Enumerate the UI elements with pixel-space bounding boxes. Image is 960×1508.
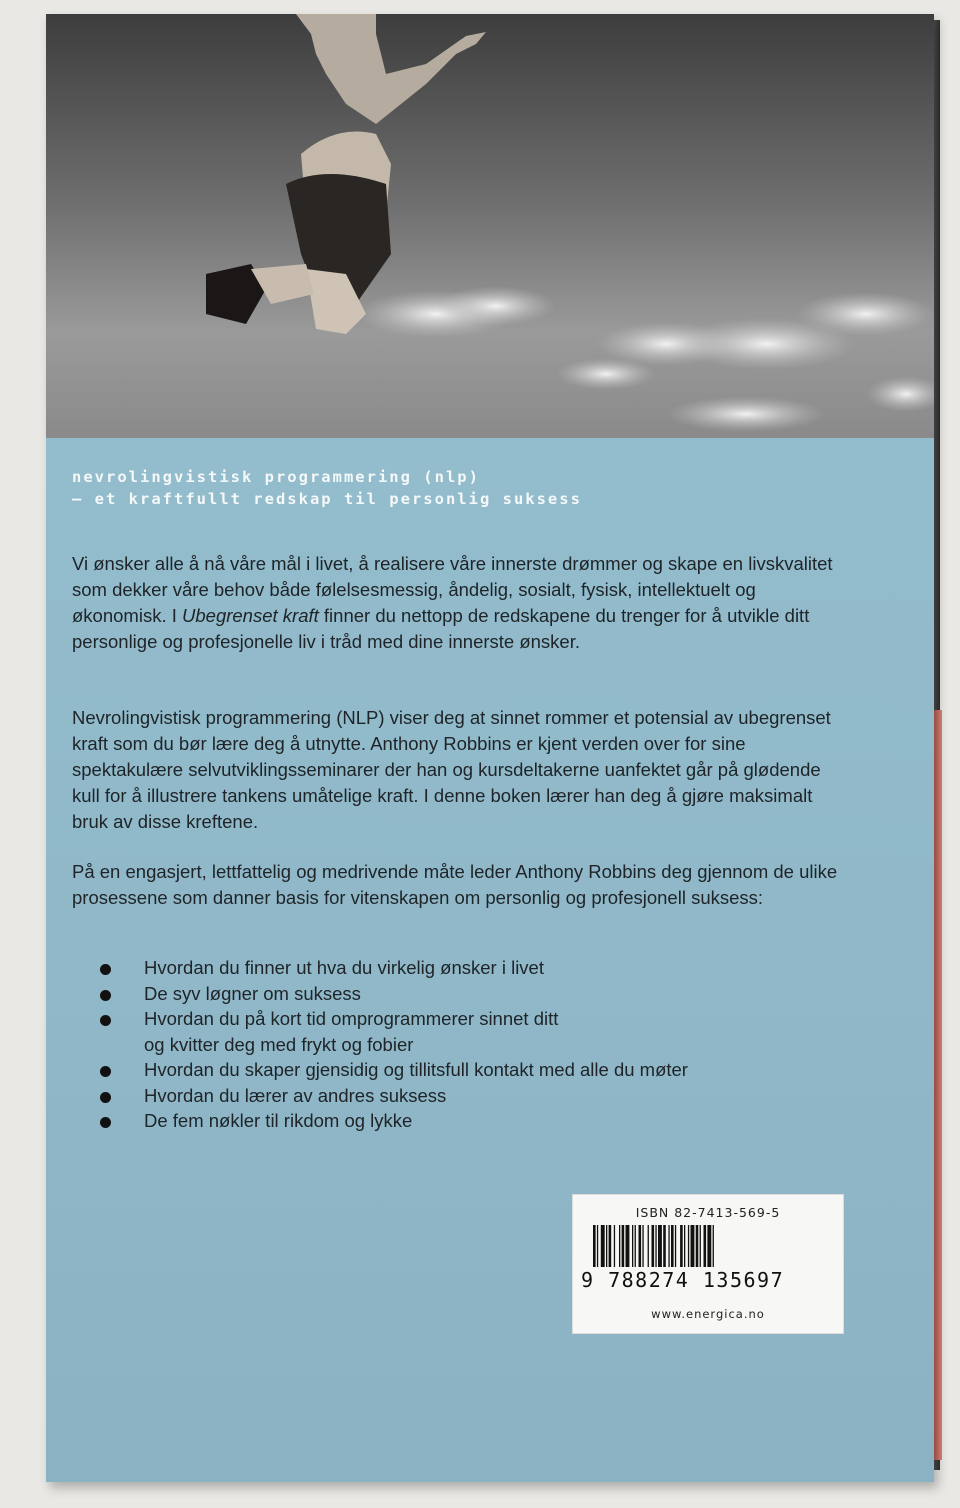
back-cover-heading (72, 466, 582, 510)
bullet-icon (100, 990, 111, 1001)
paragraph-intro-part-2: finner du nettopp de redskapene du trenger for å utvikle ditt personlige og profesjonelle liv i tråd med dine innerste ønsker. (72, 605, 810, 652)
barcode-bars (593, 1225, 825, 1267)
book-title-italic: Ubegrenset kraft (182, 605, 319, 626)
ean-number: 9 788274 135697 (581, 1268, 785, 1292)
clouds (356, 286, 934, 432)
heading-line-1: nevrolingvistisk programmering (nlp) (72, 468, 480, 486)
list-item (94, 1006, 688, 1032)
list-item-text: og kvitter deg med frykt og fobier (144, 1033, 414, 1055)
isbn-number: ISBN 82-7413-569-5 (635, 1205, 781, 1220)
benefits-list (94, 955, 688, 1134)
list-item-text: Hvordan du lærer av andres suksess (144, 1084, 447, 1106)
paragraph-robbins: På en engasjert, lettfattelig og medrivende måte leder Anthony Robbins deg gjennom de ulike prosessene som danner basis for vitenskapen om personlig og profesjonell suksess: (72, 861, 838, 908)
jumping-figure (206, 14, 486, 334)
bullet-icon (100, 1015, 111, 1026)
list-item (94, 1057, 688, 1083)
bullet-icon (100, 1092, 111, 1103)
list-item-text: De syv løgner om suksess (144, 982, 361, 1004)
paragraph-nlp: Nevrolingvistisk programmering (NLP) viser deg at sinnet rommer et potensial av ubegrenset kraft som du bør lære deg å utnytte. Anthony Robbins er kjent verden over for sine spektakulære selvutviklingsseminarer der han og kursdeltakerne uanfektet går på glødende kull for å illustrere tankens umåtelige kraft. I denne boken lærer han deg å gjøre maksimalt bruk av disse kreftene. (72, 707, 831, 832)
bullet-icon (100, 964, 111, 975)
cover-photo-jumping-man (46, 14, 934, 438)
publisher-url: www.energica.no (651, 1307, 765, 1321)
bullet-icon (100, 1117, 111, 1128)
list-item-text: Hvordan du skaper gjensidig og tillitsfull kontakt med alle du møter (144, 1059, 688, 1080)
list-item-continuation (94, 1032, 688, 1058)
list-item-text: Hvordan du finner ut hva du virkelig ønsker i livet (144, 957, 544, 978)
list-item (94, 981, 688, 1007)
photo-illustration (46, 14, 934, 438)
paragraph-intro-part-1: Vi ønsker alle å nå våre mål i livet, å realisere våre innerste drømmer og skape en livskvalitet som dekker våre behov både følelsesmessig, åndelig, sosialt, fysisk, intellektuelt og økonomisk. I (72, 553, 833, 626)
list-item-text: De fem nøkler til rikdom og lykke (144, 1110, 413, 1131)
list-item (94, 1083, 688, 1109)
paragraph-intro (72, 551, 842, 655)
list-item-text: Hvordan du på kort tid omprogrammerer sinnet ditt (144, 1008, 559, 1029)
barcode-label (572, 1194, 844, 1334)
heading-line-2: – et kraftfullt redskap til personlig suksess (72, 490, 582, 508)
list-item (94, 955, 688, 981)
list-item (94, 1108, 688, 1134)
bullet-icon (100, 1066, 111, 1077)
